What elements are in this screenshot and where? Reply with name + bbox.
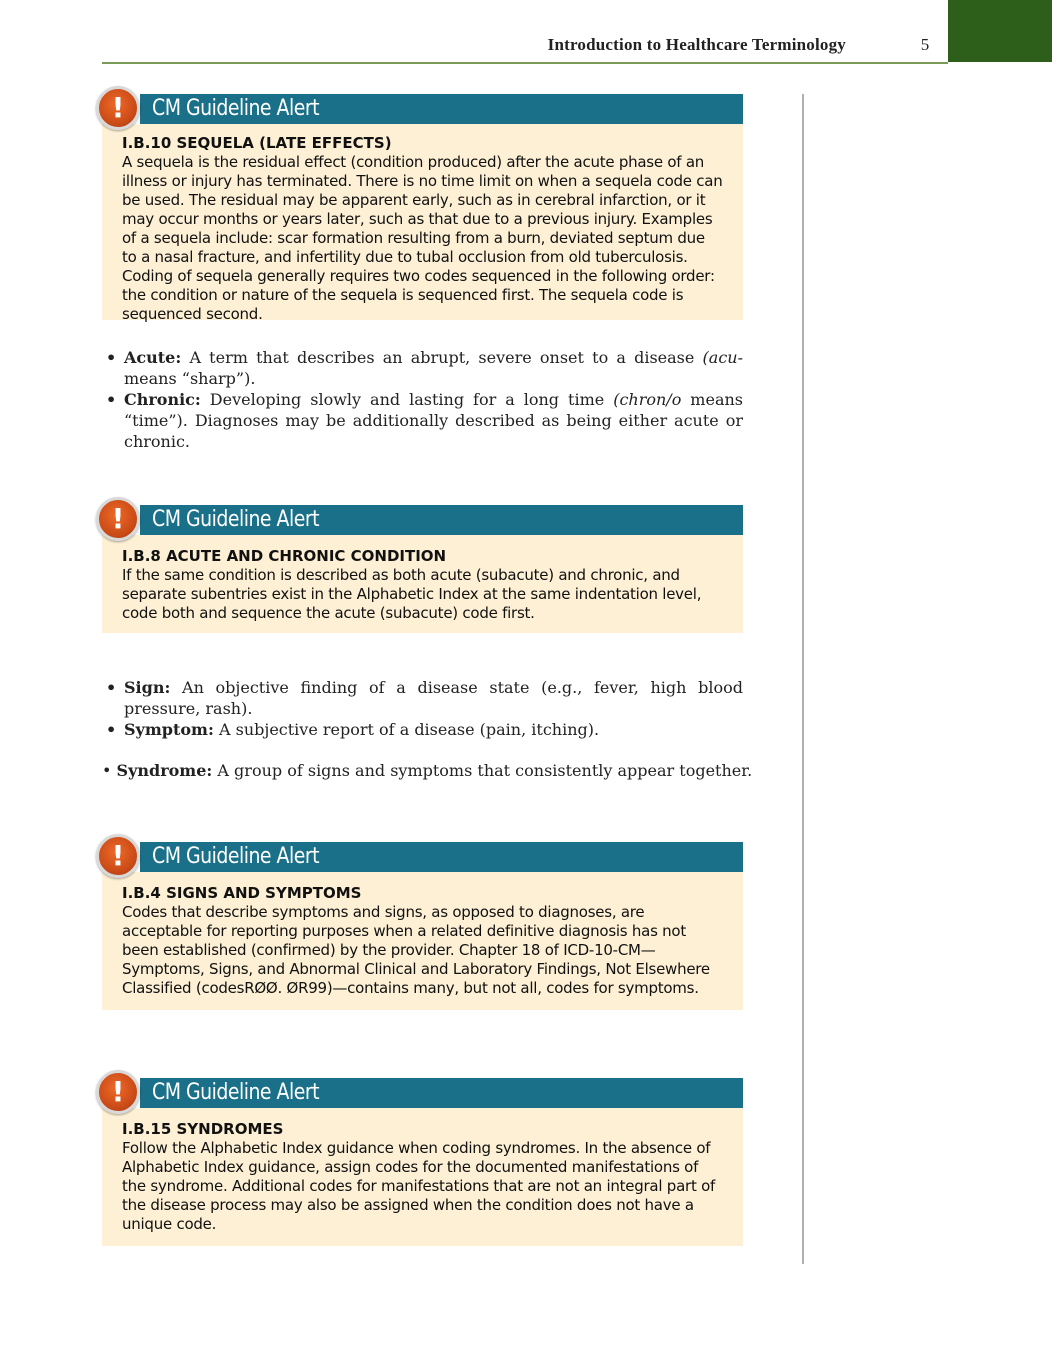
term-sign: Sign: [124,678,171,697]
definition-text: A term that describes an abrupt, severe onset to a disease [181,348,703,367]
alert-body [102,535,743,633]
bullet: • [106,678,117,697]
alert-header [102,502,743,535]
definition-text: Developing slowly and lasting for a long time [200,390,614,409]
margin-rule [802,94,804,1264]
definition-text: An objective finding of a disease state (e.g., fever, high blood pressure, rash). [124,678,743,718]
word-root: (chron/o [613,390,682,409]
alert-title: CM Guideline Alert [152,96,320,121]
word-root: (acu- [702,348,743,367]
definition-text: A subjective report of a disease (pain, itching). [213,720,600,739]
alert-header [102,839,743,872]
guideline-alert-syndromes [102,1075,743,1246]
alert-title: CM Guideline Alert [152,1080,320,1105]
alert-exclamation-icon [96,497,140,541]
exclamation-glyph: ! [111,839,125,872]
term-list-acute-chronic [106,347,743,452]
alert-text: A sequela is the residual effect (condition produced) after the acute phase of an illness or injury has terminated. There is no time limit on when a sequela code can be used. The residual may be apparent early, such as in cerebral infarction, or it may occur months or years later, such as that due to a previous injury. Examples of a sequela include: scar formation resulting from a burn, deviated septum due to a nasal fracture, and infertility due to tubal occlusion from old tuberculosis. Coding of sequela generally requires two codes sequenced in the following order: the condition or nature of the sequela is sequenced first. The sequela code is sequenced second. [122,153,723,323]
alert-exclamation-icon [96,834,140,878]
exclamation-glyph: ! [111,502,125,535]
alert-body [102,124,743,323]
alert-body [102,872,743,1010]
term-syndrome-label: Syndrome: [116,761,213,780]
alert-text: If the same condition is described as both acute (subacute) and chronic, and separate subentries exist in the Alphabetic Index at the same indentation level, code both and sequence the acute (subacute) code first. [122,566,702,622]
bullet: • [102,761,112,780]
header-rule [102,62,948,64]
guideline-alert-acute-chronic [102,502,743,633]
exclamation-glyph: ! [111,91,125,124]
definition-text: means “time”). Diagnoses may be additionally described as being either acute or chronic. [124,390,744,451]
list-item [106,347,743,389]
list-item [106,719,743,740]
guideline-alert-sequela [102,91,743,323]
list-item [106,389,743,452]
list-item [106,677,743,719]
term-syndrome [102,760,752,781]
alert-header [102,1075,743,1108]
term-list-sign-symptom [106,677,743,740]
page-number: 5 [920,35,930,54]
exclamation-glyph: ! [111,1075,125,1108]
alert-text: Follow the Alphabetic Index guidance when coding syndromes. In the absence of Alphabetic Index guidance, assign codes for the documented manifestations of the syndrome. Additional codes for manifestations that are not an integral part of the disease process may also be assigned when the condition does not have a unique code. [122,1139,716,1233]
alert-exclamation-icon [96,1070,140,1114]
alert-exclamation-icon [96,86,140,130]
term-symptom: Symptom: [124,720,214,739]
bullet: • [106,348,117,367]
bullet: • [106,720,117,739]
alert-heading: I.B.4 SIGNS AND SYMPTOMS [122,884,362,902]
alert-header [102,91,743,124]
running-header-title: Introduction to Healthcare Terminology [547,35,846,54]
alert-heading: I.B.8 ACUTE AND CHRONIC CONDITION [122,547,447,565]
alert-body [102,1108,743,1246]
definition-text: A group of signs and symptoms that consistently appear together. [212,761,753,780]
bullet: • [106,390,117,409]
alert-heading: I.B.15 SYNDROMES [122,1120,284,1138]
alert-heading: I.B.10 SEQUELA (LATE EFFECTS) [122,134,392,152]
definition-text: means “sharp”). [124,369,256,388]
alert-title: CM Guideline Alert [152,507,320,532]
chapter-color-tab [948,0,1052,62]
alert-title: CM Guideline Alert [152,844,320,869]
term-chronic: Chronic: [124,390,201,409]
term-acute: Acute: [124,348,182,367]
alert-text: Codes that describe symptoms and signs, as opposed to diagnoses, are acceptable for reporting purposes when a related definitive diagnosis has not been established (confirmed) by the provider. Chapter 18 of ICD-10-CM—Symptoms, Signs, and Abnormal Clinical and Laboratory Findings, Not Elsewhere Classified (codesRØØ. ØR99)—contains many, but not all, codes for symptoms. [122,903,710,997]
guideline-alert-signs-symptoms [102,839,743,1010]
